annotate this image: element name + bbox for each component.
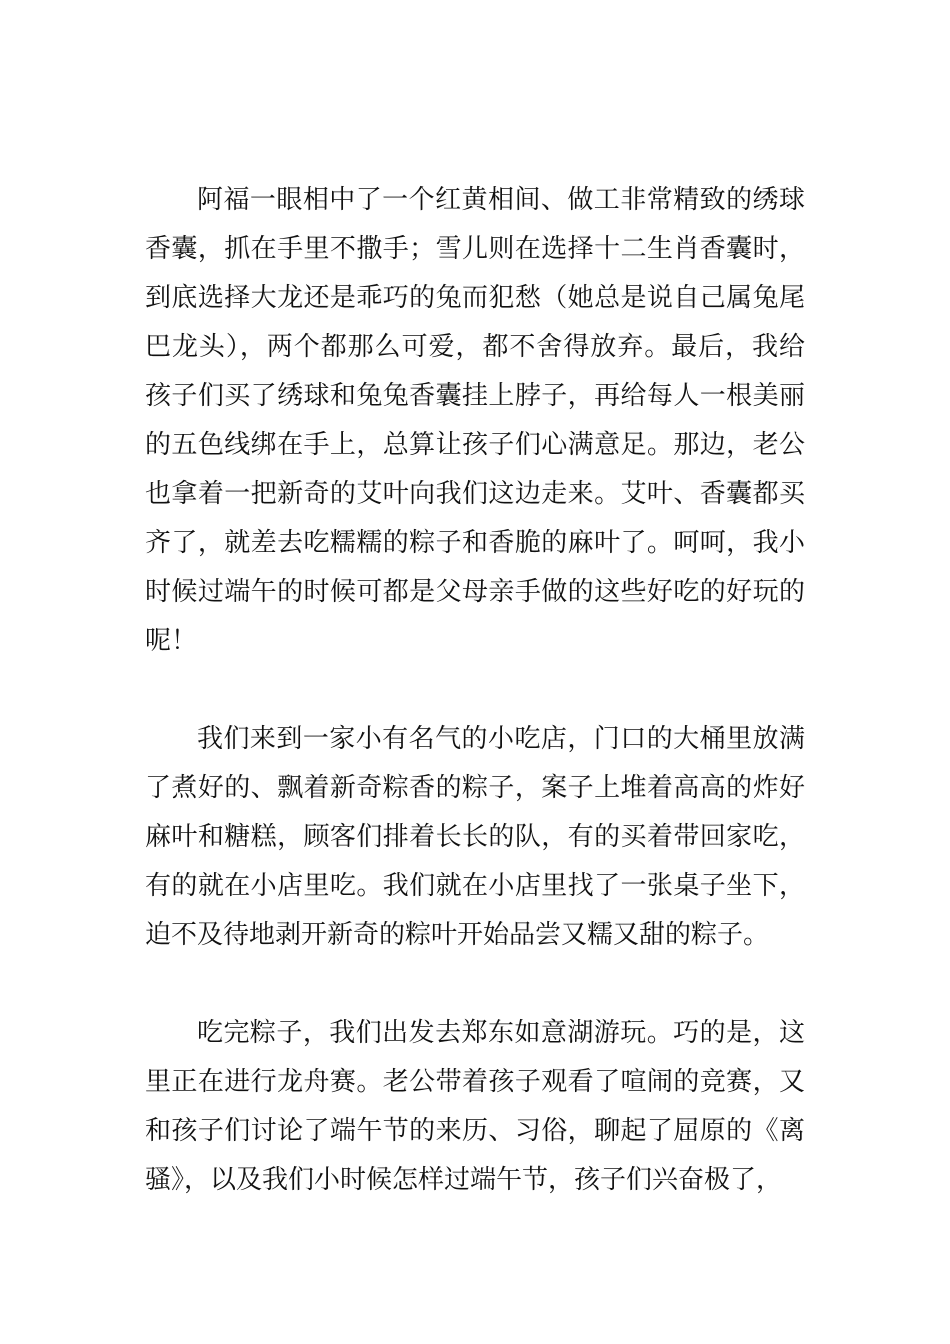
paragraph-2: 我们来到一家小有名气的小吃店，门口的大桶里放满了煮好的、飘着新奇粽香的粽子，案子上堆着高高的炸好麻叶和糖糕，顾客们排着长长的队，有的买着带回家吃，有的就在小店里吃。我们就在小店里找了一张桌子坐下，迫不及待地剥开新奇的粽叶开始品尝又糯又甜的粽子。 xyxy=(145,724,805,950)
paragraph-3: 吃完粽子，我们出发去郑东如意湖游玩。巧的是，这里正在进行龙舟赛。老公带着孩子观看了喧闹的竞赛，又和孩子们讨论了端午节的来历、习俗，聊起了屈原的《离骚》，以及我们小时候怎样过端午节，孩子们兴奋极了， xyxy=(145,1018,805,1195)
paragraph-1: 阿福一眼相中了一个红黄相间、做工非常精致的绣球香囊，抓在手里不撒手；雪儿则在选择十二生肖香囊时，到底选择大龙还是乖巧的兔而犯愁（她总是说自己属兔尾巴龙头），两个都那么可爱，都不舍得放弃。最后，我给孩子们买了绣球和兔兔香囊挂上脖子，再给每人一根美丽的五色线绑在手上，总算让孩子们心满意足。那边，老公也拿着一把新奇的艾叶向我们这边走来。艾叶、香囊都买齐了，就差去吃糯糯的粽子和香脆的麻叶了。呵呵，我小时候过端午的时候可都是父母亲手做的这些好吃的好玩的呢！ xyxy=(145,185,805,656)
document-body xyxy=(145,176,805,1205)
